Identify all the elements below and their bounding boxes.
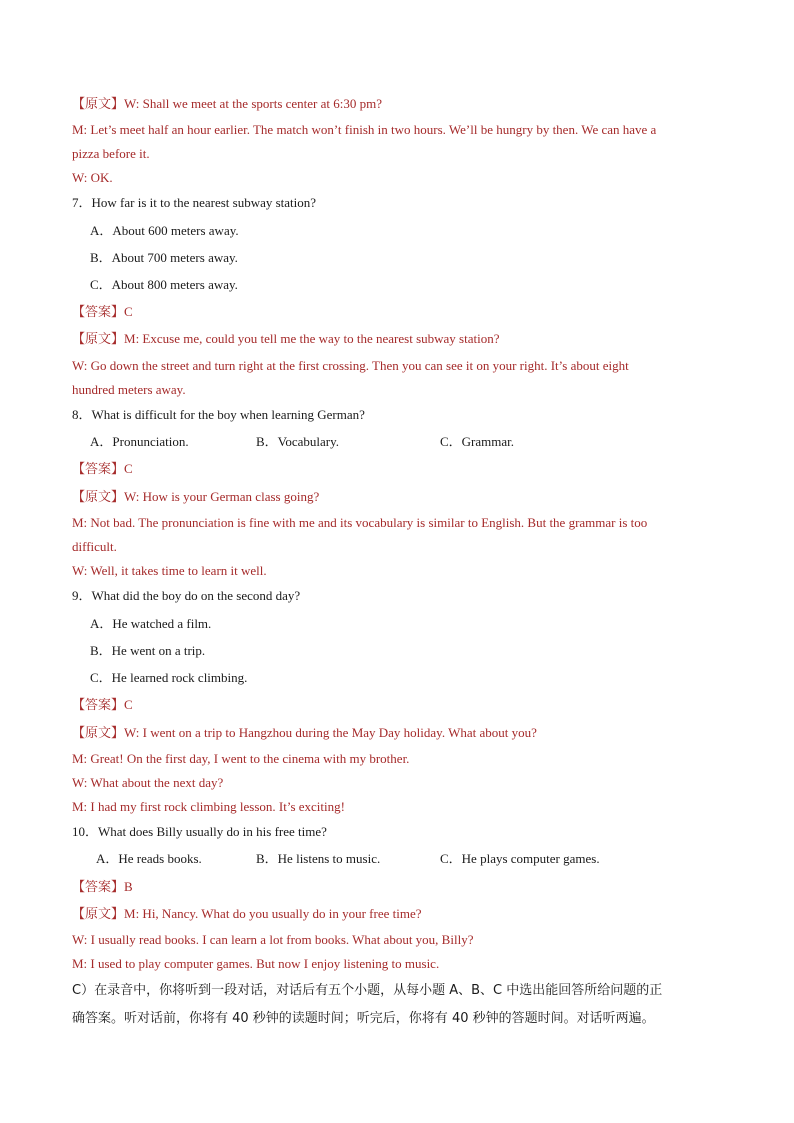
q10-option-b: B．He listens to music.	[256, 851, 381, 866]
q8-option-a: A．Pronunciation.	[90, 434, 189, 449]
original-tag: 【原文】	[72, 726, 125, 741]
q10-transcript-line-2: W: I usually read books. I can learn a lot from books. What about you, Billy?	[72, 932, 474, 947]
answer-tag: 【答案】	[72, 698, 125, 713]
q9-transcript-line-4: M: I had my first rock climbing lesson. It’s exciting!	[72, 799, 345, 814]
answer-value: C	[124, 697, 133, 712]
q8-option-b: B．Vocabulary.	[256, 434, 340, 449]
q8-transcript-line-4: W: Well, it takes time to learn it well.	[72, 563, 267, 578]
q6-transcript-line-1	[72, 96, 382, 113]
transcript-text: W: How is your German class going?	[124, 489, 320, 504]
q7-question: 7．How far is it to the nearest subway station?	[72, 195, 317, 210]
q8-transcript-line-3: difficult.	[72, 539, 117, 554]
original-tag: 【原文】	[72, 332, 125, 347]
transcript-text: W: Shall we meet at the sports center at 6:30 pm?	[124, 96, 383, 111]
answer-value: B	[124, 879, 133, 894]
q6-transcript-line-2a: M: Let’s meet half an hour earlier. The match won’t finish in two hours. We’ll be hungry by then. We can have a	[72, 122, 657, 137]
transcript-text: W: I went on a trip to Hangzhou during the May Day holiday. What about you?	[124, 725, 537, 740]
q8-answer	[72, 461, 133, 478]
q9-transcript-line-2: M: Great! On the first day, I went to the cinema with my brother.	[72, 751, 410, 766]
answer-tag: 【答案】	[72, 305, 125, 320]
q9-option-b: B．He went on a trip.	[90, 643, 206, 658]
q7-option-b: B．About 700 meters away.	[90, 250, 238, 265]
q9-option-a: A．He watched a film.	[90, 616, 212, 631]
q10-question: 10．What does Billy usually do in his free time?	[72, 824, 327, 839]
q9-transcript-line-3: W: What about the next day?	[72, 775, 224, 790]
transcript-text: M: Excuse me, could you tell me the way to the nearest subway station?	[124, 331, 500, 346]
answer-value: C	[124, 304, 133, 319]
q9-transcript-line-1	[72, 725, 537, 742]
q10-answer	[72, 879, 133, 896]
q8-transcript-line-2: M: Not bad. The pronunciation is fine with me and its vocabulary is similar to English. But the grammar is too	[72, 515, 648, 530]
q8-option-c: C．Grammar.	[440, 434, 515, 449]
answer-value: C	[124, 461, 133, 476]
transcript-text: M: Hi, Nancy. What do you usually do in your free time?	[124, 906, 422, 921]
q9-option-c: C．He learned rock climbing.	[90, 670, 248, 685]
q10-transcript-line-3: M: I used to play computer games. But now I enjoy listening to music.	[72, 956, 440, 971]
q7-answer	[72, 304, 133, 321]
original-tag: 【原文】	[72, 97, 125, 112]
original-tag: 【原文】	[72, 907, 125, 922]
answer-tag: 【答案】	[72, 880, 125, 895]
q7-transcript-line-3: hundred meters away.	[72, 382, 186, 397]
q7-option-a: A．About 600 meters away.	[90, 223, 239, 238]
answer-tag: 【答案】	[72, 462, 125, 477]
q8-transcript-line-1	[72, 489, 319, 506]
section-c-instructions-line-2: 确答案。听对话前，你将有 40 秒钟的读题时间；听完后，你将有 40 秒钟的答题时间。对话听两遍。	[72, 1011, 655, 1026]
q6-transcript-line-3: W: OK.	[72, 170, 113, 185]
q9-question: 9．What did the boy do on the second day?	[72, 588, 301, 603]
section-c-instructions-line-1: C）在录音中，你将听到一段对话，对话后有五个小题，从每小题 A、B、C 中选出能回答所给问题的正	[72, 983, 663, 998]
q7-transcript-line-1	[72, 331, 499, 348]
q9-answer	[72, 697, 133, 714]
q8-question: 8．What is difficult for the boy when learning German?	[72, 407, 365, 422]
original-tag: 【原文】	[72, 490, 125, 505]
q7-transcript-line-2: W: Go down the street and turn right at the first crossing. Then you can see it on your right. It’s about eight	[72, 358, 629, 373]
q10-option-a: A．He reads books.	[96, 851, 202, 866]
q6-transcript-line-2b: pizza before it.	[72, 146, 150, 161]
q10-transcript-line-1	[72, 906, 422, 923]
q7-option-c: C．About 800 meters away.	[90, 277, 238, 292]
q10-option-c: C．He plays computer games.	[440, 851, 600, 866]
